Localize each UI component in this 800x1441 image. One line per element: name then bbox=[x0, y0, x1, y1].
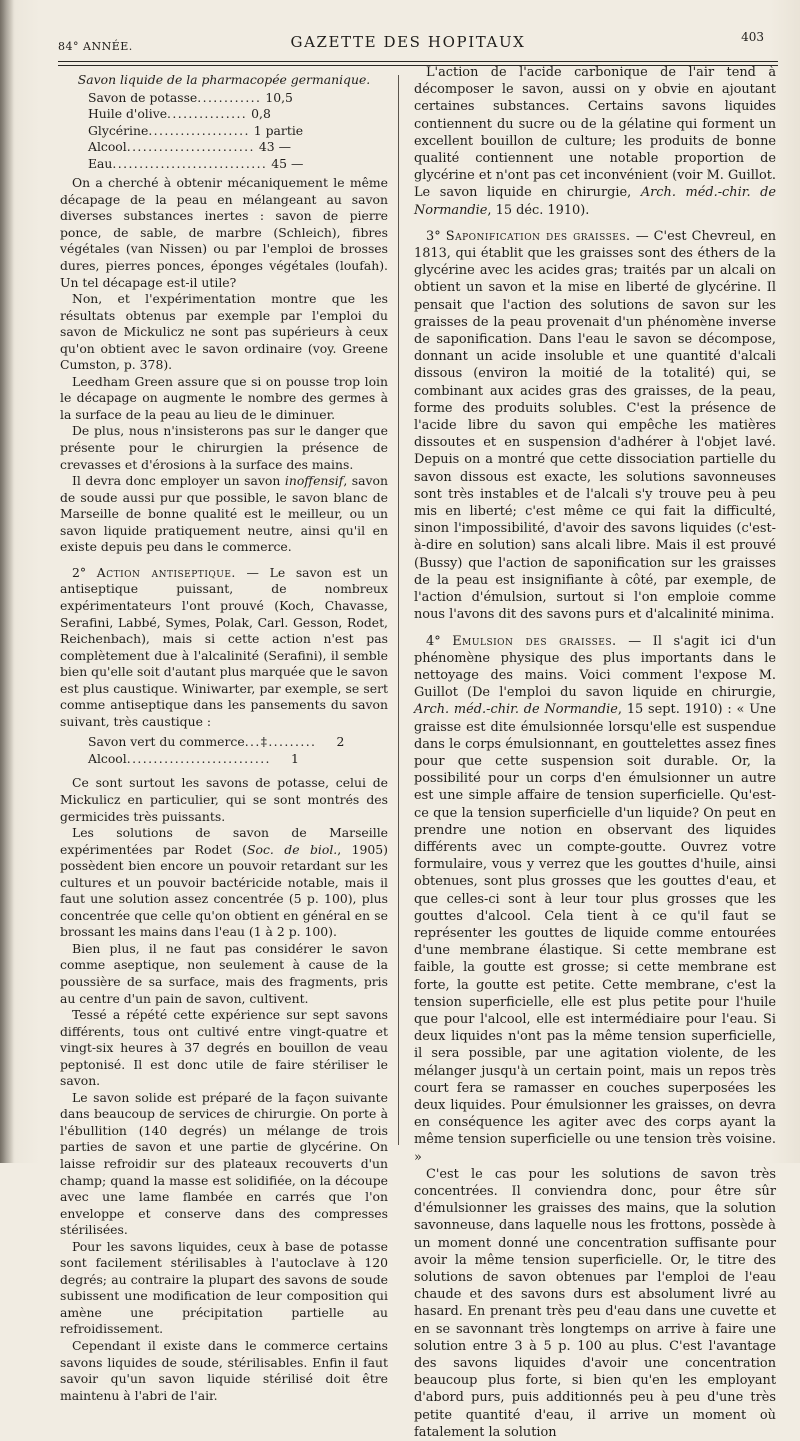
paragraph: Le savon solide est préparé de la façon suivante dans beaucoup de services de chirurgie. On porte à l'ébullition (140 degrés) un mélange de trois parties de savon et une partie de glycérine. On laisse refroidir sur des plateaux recouverts d'un champ; quand la masse est solidifiée, on la découpe avec une lame flambée en carrés que l'on enveloppe et conserve dans des compresses stérilisées. bbox=[60, 1089, 388, 1238]
column-divider bbox=[398, 75, 399, 1145]
recipe-title: Savon liquide de la pharmacopée germanique. bbox=[77, 72, 371, 87]
text-run: Les solutions de savon de Marseille expérimentées par Rodet ( bbox=[60, 825, 388, 857]
paragraph: Leedham Green assure que si on pousse trop loin le décapage on augmente le nombre des germes à la surface de la peau au lieu de le diminuer. bbox=[60, 373, 388, 422]
text-run: — C'est Chevreul, en 1813, qui établit que les graisses sont des éthers de la glycérine avec les acides gras; traités par un alcali on obtient un savon et la mise en liberté de glycérine. Il pensait que l'action des solutions de savon sur les graisses de la peau provenait d'un phénomène inverse de saponification. Dans l'eau le savon se décompose, donnant un acide insoluble et une quantité d'alcali dissous (environ la moitié de la totalité) qui, se combinant aux acides gras des graisses, de la peau, forme des produits solubles. C'est la présence de l'acide libre du savon qui empêche les matières dissoutes et en suspension d'adhérer à l'objet lavé. Depuis on a montré que cette dissociation partielle du savon dissous est exacte, les solutions savonneuses sont très instables et de l'alcali s'y trouve peu à peu mis en liberté; c'est même ce qui fait la difficulté, sinon l'impossibilité, d'avoir des savons liquides (c'est-à-dire en solution) sans alcali libre. Mais il est prouvé (Bussy) que l'action de saponification sur les graisses de la peau est insignifiante à côté, par exemple, de l'action d'émulsion, surtout si l'on emploie comme nous l'avons dit des savons purs et d'alcalinité minima. bbox=[414, 228, 777, 623]
paragraph: Pour les savons liquides, ceux à base de potasse sont facilement stérilisables à l'autoclave à 120 degrés; au contraire la plupart des savons de soude subissent une modification de leur composition qui amène une précipitation partielle au refroidissement. bbox=[60, 1238, 388, 1337]
leader-dots: ............... bbox=[167, 106, 248, 122]
italic-term: Soc. de biol. bbox=[247, 841, 338, 857]
paragraph bbox=[414, 64, 776, 219]
page-header bbox=[58, 30, 764, 56]
text-run: , 1905) possèdent bien encore un pouvoir retardant sur les cultures et un pouvoir bactéricide notable, mais il faut une solution assez concentrée (5 p. 100), plus concentrée que celle qu'on obtient en général en se brossant les mains dans l'eau (1 à 2 p. 100). bbox=[60, 841, 389, 940]
recipe-row bbox=[88, 751, 388, 768]
ingredient-name: Huile d'olive bbox=[88, 106, 168, 122]
leader-dots: ................... bbox=[148, 122, 250, 138]
italic-term: Arch. méd.-chir. de Normandie bbox=[414, 185, 776, 218]
ingredient-amount: 43 — bbox=[258, 139, 291, 155]
text-run: — Il s'agit ici d'un phénomène physique des plus importants dans le nettoyage des mains. Voici comment l'expose M. Guillot (De l'emploi du savon liquide en chirurgie, bbox=[414, 633, 777, 701]
leader-dots: ............ bbox=[197, 89, 262, 105]
ingredient-name: Alcool bbox=[88, 139, 127, 155]
text-run: , 15 déc. 1910). bbox=[487, 202, 590, 218]
leader-dots: ........................... bbox=[126, 750, 271, 766]
ingredient-name: Eau bbox=[88, 155, 113, 171]
section-paragraph bbox=[60, 565, 388, 730]
paragraph: Cependant il existe dans le commerce certains savons liquides de soude, stérilisables. Enfin il faut savoir qu'un savon liquide stérilisé doit être maintenu à l'abri de l'air. bbox=[60, 1338, 388, 1403]
paragraph bbox=[60, 825, 388, 941]
paragraph: Ce sont surtout les savons de potasse, celui de Mickulicz en particulier, qui se sont montrés des germicides très puissants. bbox=[60, 775, 388, 824]
paragraph: De plus, nous n'insisterons pas sur le danger que présente pour le chirurgien la présence de crevasses et d'érosions à la surface des mains. bbox=[60, 423, 388, 472]
page-fold-shadow bbox=[0, 0, 14, 1163]
text-run: , 15 sept. 1910) : « Une graisse est dite émulsionnée lorsqu'elle est suspendue dans le corps émulsionnant, en gouttelettes assez fines pour que cette suspension soit durable. Or, la possibilité pour un corps d'en émulsionner un autre est une simple affaire de tension superficielle. Qu'est-ce que la tension superficielle d'un liquide? On peut en prendre une notion en observant des liquides différents avec un compte-goutte. Ouvrez votre formulaire, vous y verrez que les gouttes d'huile, ainsi obtenues, sont plus grosses que les gouttes d'eau, et que celles-ci sont à leur tour plus grosses que les gouttes d'alcool. Cela tient à ce qu'il faut se représenter les gouttes de liquide comme entourées d'une membrane élastique. Si cette membrane est faible, la goutte est grosse; si cette membrane est forte, la goutte est petite. Cette membrane, c'est la tension superficielle, elle est plus petite pour l'huile que pour l'alcool, elle est intermédiaire pour l'eau. Si deux liquides n'ont pas la même tension superficielle, il sera possible, par une agitation violente, de les mélanger jusqu'à un certain point, mais un repos très court fera se ramasser en couches superposées les deux liquides. Pour émulsionner les graisses, on devra en conséquence les agiter avec des corps ayant la même tension superficielle ou une tension très voisine. » bbox=[414, 702, 776, 1165]
text-run: L'action de l'acide carbonique de l'air tend à décomposer le savon, aussi on y obvie en ajoutant certaines substances. Certains savons liquides contiennent du sucre ou de la gélatine qui forment un excellent bouillon de culture; les produits de bonne qualité contiennent une notable proportion de glycérine et n'ont pas cet inconvénient (voir M. Guillot. Le savon liquide en chirurgie, bbox=[414, 65, 776, 201]
ingredient-amount: 10,5 bbox=[265, 89, 293, 105]
paragraph: C'est le cas pour les solutions de savon très concentrées. Il conviendra donc, pour être sûr d'émulsionner les graisses des mains, que la solution savonneuse, dans laquelle nous les frottons, possède à un moment donné une concentration suffisante pour avoir la même tension superficielle. Or, le titre des solutions de savon obtenues par l'emploi de l'eau chaude et des savons durs est absolument livré au hasard. En prenant très peu d'eau dans une cuvette et en se savonnant très longtemps on arrive à faire une solution entre 3 à 5 p. 100 au plus. C'est l'avantage des savons liquides d'avoir une concentration beaucoup plus forte, si bien qu'en les employant d'abord purs, puis additionnés peu à peu d'une très petite quantité d'eau, il arrive un moment où fatalement la solution bbox=[414, 1166, 776, 1440]
text-run: , savon de soude aussi pur que possible, le savon blanc de Marseille de bonne qualité est le meilleur, ou un savon liquide pratiquement neutre, ainsi qu'il en existe depuis peu dans le commerce. bbox=[60, 473, 388, 555]
section-paragraph bbox=[414, 228, 776, 624]
journal-title: GAZETTE DES HOPITAUX bbox=[290, 33, 526, 51]
issue-year: 84° ANNÉE. bbox=[58, 40, 133, 53]
paragraph: On a cherché à obtenir mécaniquement le même décapage de la peau en mélangeant au savon diverses substances inertes : savon de pierre ponce, de sable, de marbre (Schleich), fibres végétales (van Nissen) ou par l'emploi de brosses dures, pierres ponces, éponges végétales (loufah). Un tel décapage est-il utile? bbox=[60, 175, 388, 290]
ingredient-name: Alcool bbox=[88, 750, 127, 766]
ingredient-amount: 45 — bbox=[271, 155, 304, 171]
page-number: 403 bbox=[741, 30, 764, 44]
leader-dots: ............................. bbox=[112, 155, 268, 171]
text-run: Il devra donc employer un savon bbox=[72, 473, 285, 489]
paragraph: Bien plus, il ne faut pas considérer le savon comme aseptique, non seulement à cause de la poussière de sa surface, mais des fragments, pris au centre d'un pain de savon, cultivent. bbox=[60, 940, 388, 1006]
ingredient-amount: 1 partie bbox=[253, 122, 304, 138]
section-heading: Emulsion des graisses. bbox=[452, 633, 617, 649]
italic-term: Arch. méd.-chir. de Normandie bbox=[414, 702, 618, 718]
ingredient-amount: 1 bbox=[291, 750, 299, 766]
spacer bbox=[60, 556, 388, 565]
paragraph: Tessé a répété cette expérience sur sept savons différents, tous ont cultivé entre vingt-quatre et vingt-six heures à 37 degrés en bouillon de veau peptonisé. Il est donc utile de faire stériliser le savon. bbox=[60, 1007, 388, 1089]
recipe-table bbox=[88, 734, 388, 767]
recipe-row bbox=[88, 156, 388, 173]
right-column bbox=[414, 64, 776, 1441]
ingredient-name: Savon vert du commerce bbox=[88, 734, 245, 750]
spacer bbox=[414, 624, 776, 633]
section-number: 2° bbox=[72, 564, 97, 580]
ingredient-amount: 0,8 bbox=[251, 106, 271, 122]
left-column bbox=[60, 72, 388, 1404]
section-number: 3° bbox=[426, 228, 446, 244]
section-heading: Saponification des graisses. bbox=[445, 228, 631, 244]
recipe-table bbox=[88, 90, 388, 173]
paragraph: Non, et l'expérimentation montre que les résultats obtenus par exemple par l'emploi du savon de Mickulicz ne sont pas supérieurs à ceux qu'on obtient avec le savon ordinaire (voy. Greene Cumston, p. 378). bbox=[60, 291, 388, 373]
recipe-row bbox=[88, 90, 388, 107]
spacer bbox=[414, 219, 776, 228]
leader-dots: ...‡......... bbox=[244, 734, 317, 750]
section-paragraph bbox=[414, 633, 776, 1166]
header-rule-top bbox=[58, 61, 778, 62]
ingredient-name: Savon de potasse bbox=[88, 89, 198, 105]
text-run: — Le savon est un antiseptique puissant, de nombreux expérimentateurs l'ont prouvé (Koch, Chavasse, Serafini, Labbé, Symes, Polak, Carl. Gesson, Rodet, Reichenbach), mais si cette action n'est pas complètement due à l'alcalinité (Serafini), il semble bien qu'elle soit d'autant plus marquée que le savon est plus caustique. Winiwarter, par exemple, se sert comme antiseptique dans les pansements du savon suivant, très caustique : bbox=[60, 564, 389, 729]
ingredient-name: Glycérine bbox=[88, 122, 149, 138]
ingredient-amount: 2 bbox=[336, 734, 345, 750]
recipe-row bbox=[88, 106, 388, 123]
recipe-row bbox=[88, 123, 388, 140]
section-number: 4° bbox=[426, 633, 453, 649]
leader-dots: ........................ bbox=[126, 139, 255, 155]
italic-term: inoffensif bbox=[284, 473, 344, 489]
paragraph bbox=[60, 473, 388, 556]
recipe-row bbox=[88, 734, 388, 751]
recipe-row bbox=[88, 139, 388, 156]
section-heading: Action antiseptique. bbox=[96, 564, 236, 580]
